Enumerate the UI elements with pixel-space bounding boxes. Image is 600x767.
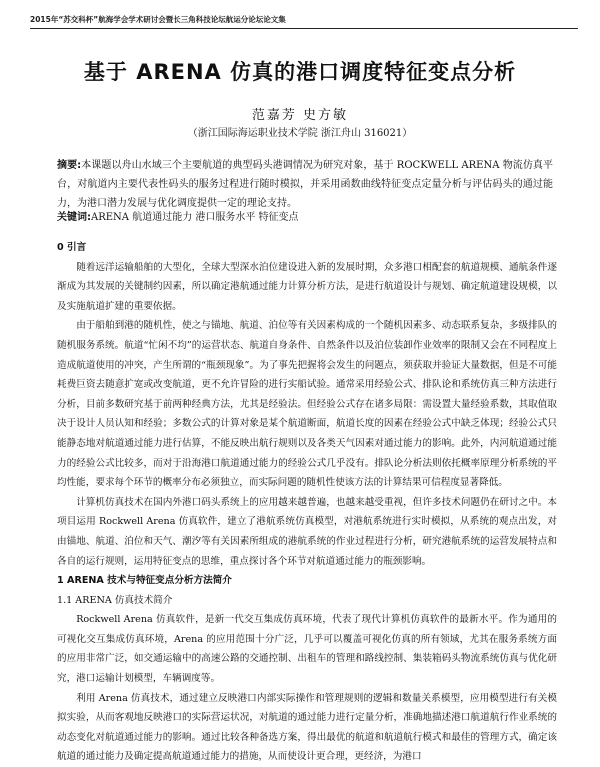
paragraph: 利用 Arena 仿真技术，通过建立反映港口内部实际操作和管理规则的逻辑和数量关系模型，应用模型进行有关模拟实验，从而客观地反映港口的实际营运状况，对航道的通过能力进行定量分析，准确地描述港口航道航行作业系统的动态变化对航道通过能力的影响。通过比较各种备选方案，得出最优的航道和航道航行模式和最佳的管理方式，确定该航道的通过能力及确定提高航道通过能力的措施，从而使设计更合理，更经济，为港口 xyxy=(57,692,557,763)
keywords-text: ARENA 航道通过能力 港口服务水平 特征变点 xyxy=(91,212,299,223)
keywords xyxy=(57,208,553,227)
paragraph: 计算机仿真技术在国内外港口码头系统上的应用越来越普遍，也越来越受重视，但许多技术问题仍在研讨之中。本项目运用 Rockwell Arena 仿真软件，建立了港航系统仿真模型，对港航系统进行实时模拟，从系统的观点出发，对由锚地、航道、泊位和天气、潮汐等有关因素所组成的港航系统的作业过程进行分析，研究港航系统的运营发展特点和各自的运行规则，运用特征变点的思维，重点探讨各个环节对航道通过能力的瓶颈影响。 xyxy=(57,496,557,567)
running-header: 2015年“苏交科杯”航海学会学术研讨会暨长三角科技论坛航运分论坛论文集 xyxy=(30,15,286,24)
abstract xyxy=(57,156,553,213)
keywords-label: 关键词: xyxy=(57,212,91,223)
header-divider xyxy=(30,28,578,29)
affiliation: （浙江国际海运职业技术学院 浙江舟山 316021） xyxy=(187,128,413,139)
paragraph: Rockwell Arena 仿真软件，是新一代交互集成仿真环境，代表了现代计算机仿真软件的最新水平。作为通用的可视化交互集成仿真环境，Arena 的应用范围十分广泛，几乎可以覆盖可视化仿真的所有领域，尤其在服务系统方面的应用非常广泛，如交通运输中的高速公路的交通控制、出租车的管理和路线控制、集装箱码头物流系统仿真与优化研究，港口运输计划模型，车辆调度等。 xyxy=(57,614,557,685)
section-heading: 1 ARENA 技术与特征变点分析方法简介 xyxy=(57,575,232,587)
body-text xyxy=(57,238,557,767)
subsection-heading: 1.1 ARENA 仿真技术简介 xyxy=(57,594,173,606)
paragraph: 随着远洋运输船舶的大型化，全球大型深水泊位建设进入新的发展时期，众多港口相配套的航道规模、通航条件逐渐成为其发展的关键制约因素，所以确定港航通过能力计算分析方法，是进行航道设计与规划、确定航道建设规模，以及实施航道扩建的重要依据。 xyxy=(57,261,557,312)
abstract-text: 本课题以舟山水域三个主要航道的典型码头港调情况为研究对象，基于 ROCKWELL ARENA 物流仿真平台，对航道内主要代表性码头的服务过程进行随时模拟，并采用函数曲线特征变点定量分析与评估码头的通过能力，为港口潜力发展与优化调度提供一定的理论支持。 xyxy=(57,160,553,209)
authors: 范嘉芳 史方敏 xyxy=(251,108,349,123)
paragraph: 由于船舶到港的随机性，使之与锚地、航道、泊位等有关因素构成的一个随机因素多、动态联系复杂，多级排队的随机服务系统。航道“忙闲不均”的运营状态、航道自身条件、自然条件以及泊位装卸作业效率的限制又会在不同程度上造成航道使用的冲突，产生所谓的“瓶颈现象”。为了事先把握将会发生的问题点，须获取并验证大量数据，但是不可能耗费巨资去随意扩宽或改变航道，更不允许冒险的进行实船试验。通常采用经验公式、排队论和系统仿真三种方法进行分析，目前多数研究基于前两种经典方法，尤其是经验法。但经验公式存在诸多局限：需设置大量经验系数，其取值取决于设计人员认知和经验；多数公式的计算对象是某个航道断面，航道长度的因素在经验公式中缺乏体现；经验公式只能静态地对航道通过能力进行估算，不能反映出航行规则以及各类天气因素对通过能力的影响。此外，内河航道通过能力的经验公式比较多，而对于沿海港口航道通过能力的经验公式几乎没有。排队论分析法则依托概率原理分析系统的平均性能，要求每个环节的概率分布必须独立，而实际问题的随机性使该方法的计算结果可信程度显著降低。 xyxy=(57,320,557,489)
paper-title: 基于 ARENA 仿真的港口调度特征变点分析 xyxy=(83,60,517,84)
abstract-label: 摘要: xyxy=(57,160,82,171)
section-heading: 0 引言 xyxy=(57,242,87,253)
